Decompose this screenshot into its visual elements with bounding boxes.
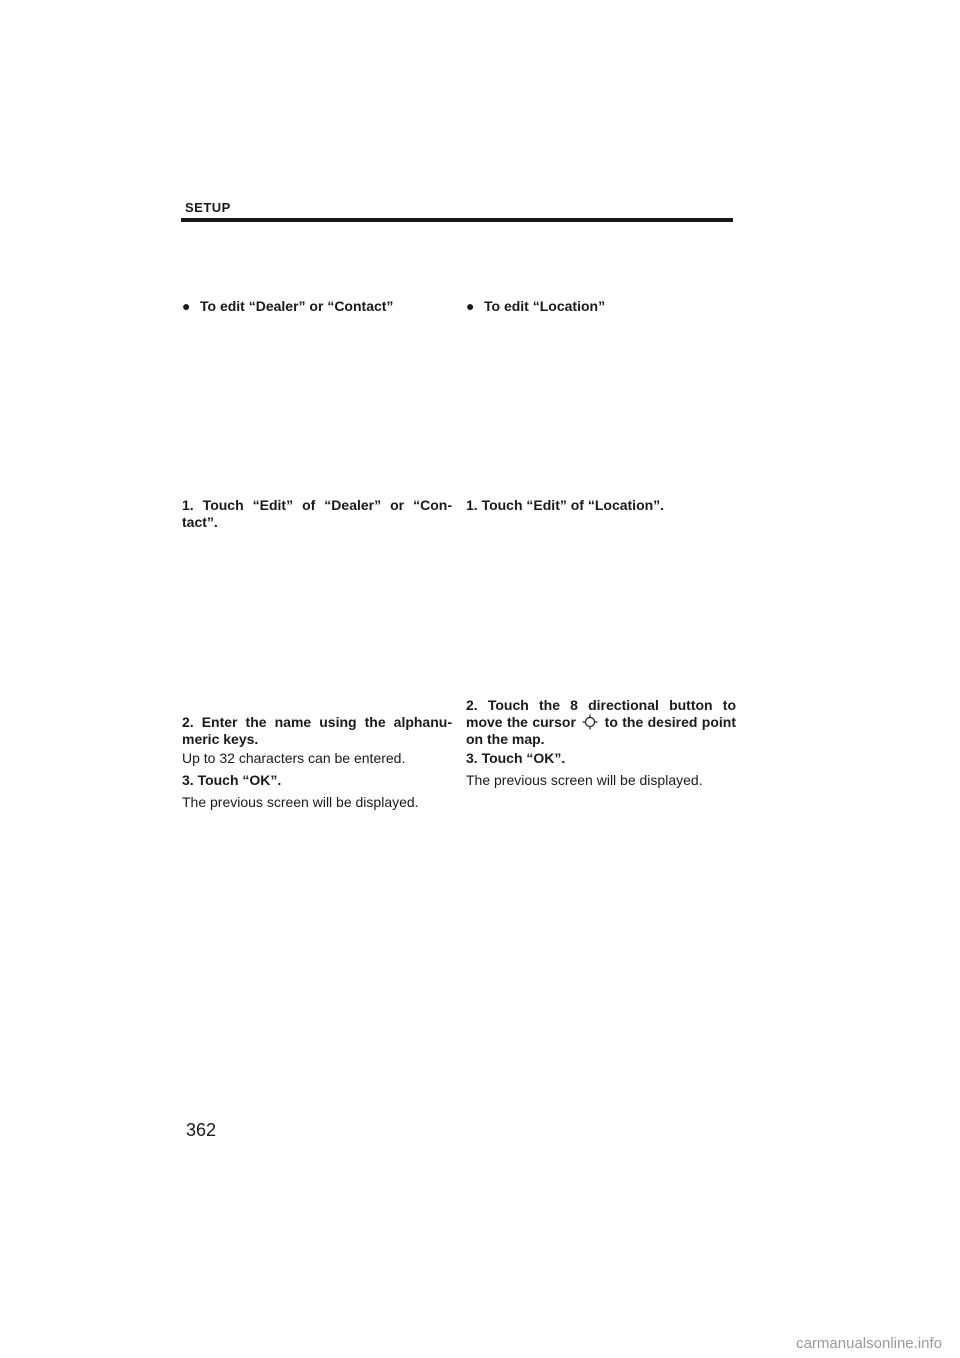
right-heading-text: To edit “Location”: [484, 298, 606, 314]
crosshair-cursor-icon: [582, 714, 598, 730]
page-number: 362: [186, 1120, 217, 1140]
left-heading: [182, 298, 452, 315]
section-header: SETUP: [185, 200, 231, 215]
right-step-1: 1. Touch “Edit” of “Location”.: [466, 497, 665, 513]
header-rule: [181, 218, 733, 222]
left-step-1: 1. Touch “Edit” of “Dealer” or “Con-tact”.: [182, 497, 452, 530]
left-step-2: 2. Enter the name using the alphanu-meric keys.: [182, 714, 452, 747]
right-note-3: The previous screen will be displayed.: [466, 772, 703, 788]
right-step-2-part-a: 2. Touch the 8 directional button to move the cursor: [466, 697, 736, 730]
bullet-dot-icon: ●: [182, 298, 191, 314]
left-note-2: Up to 32 characters can be entered.: [182, 750, 406, 766]
left-step-3: 3. Touch “OK”.: [182, 772, 282, 788]
right-step-2-part-b: to the desired point on the map.: [466, 714, 736, 747]
watermark: carmanualsonline.info: [796, 1335, 942, 1352]
right-step-2: [466, 697, 736, 748]
right-step-3: 3. Touch “OK”.: [466, 750, 566, 766]
left-heading-text: To edit “Dealer” or “Contact”: [200, 298, 394, 314]
bullet-dot-icon: ●: [466, 298, 475, 314]
right-heading: [466, 298, 736, 315]
left-note-3: The previous screen will be displayed.: [182, 794, 419, 810]
